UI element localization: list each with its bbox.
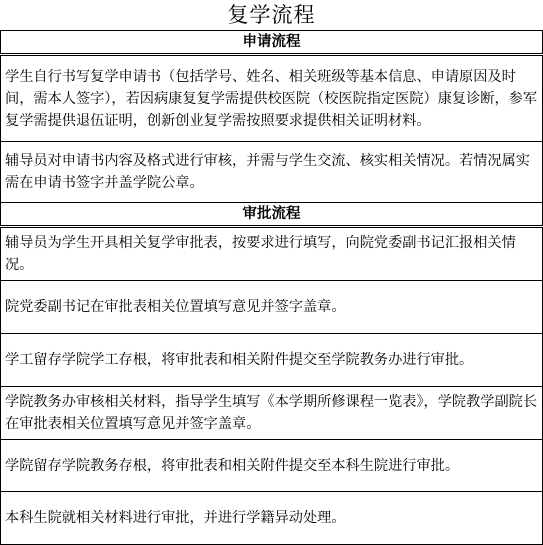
table-row (1, 281, 543, 334)
table-row (1, 334, 543, 387)
table-row (1, 440, 543, 492)
approve-step-1: 辅导员为学生开具相关复学审批表，按要求进行填写，向院党委副书记汇报相关情况。 (1, 227, 543, 281)
apply-section-heading: 申请流程 (1, 31, 543, 55)
section-header-row (1, 31, 543, 55)
table-row (1, 387, 543, 440)
approve-step-3: 学工留存学院学工存根，将审批表和相关附件提交至学院教务办进行审批。 (1, 334, 543, 387)
table-row (1, 55, 543, 142)
section-header-row (1, 203, 543, 227)
approve-step-6: 本科生院就相关材料进行审批，并进行学籍异动处理。 (1, 492, 543, 545)
apply-step-2: 辅导员对申请书内容及格式进行审核，并需与学生交流、核实相关情况。若情况属实需在申请书签字并盖学院公章。 (1, 142, 543, 203)
approve-step-4: 学院教务办审核相关材料，指导学生填写《本学期所修课程一览表》，学院教学副院长在审批表相关位置填写意见并签字盖章。 (1, 387, 543, 440)
table-row (1, 142, 543, 203)
table-row (1, 492, 543, 545)
approve-step-5: 学院留存学院教务存根，将审批表和相关附件提交至本科生院进行审批。 (1, 440, 543, 492)
process-table (0, 30, 543, 545)
approve-section-heading: 审批流程 (1, 203, 543, 227)
approve-step-2: 院党委副书记在审批表相关位置填写意见并签字盖章。 (1, 281, 543, 334)
page-title: 复学流程 (227, 3, 316, 27)
apply-step-1: 学生自行书写复学申请书（包括学号、姓名、相关班级等基本信息、申请原因及时间，需本人签字），若因病康复复学需提供校医院（校医院指定医院）康复诊断，参军复学需提供退伍证明，创新创业复学需按照要求提供相关证明材料。 (1, 55, 543, 142)
table-row (1, 227, 543, 281)
